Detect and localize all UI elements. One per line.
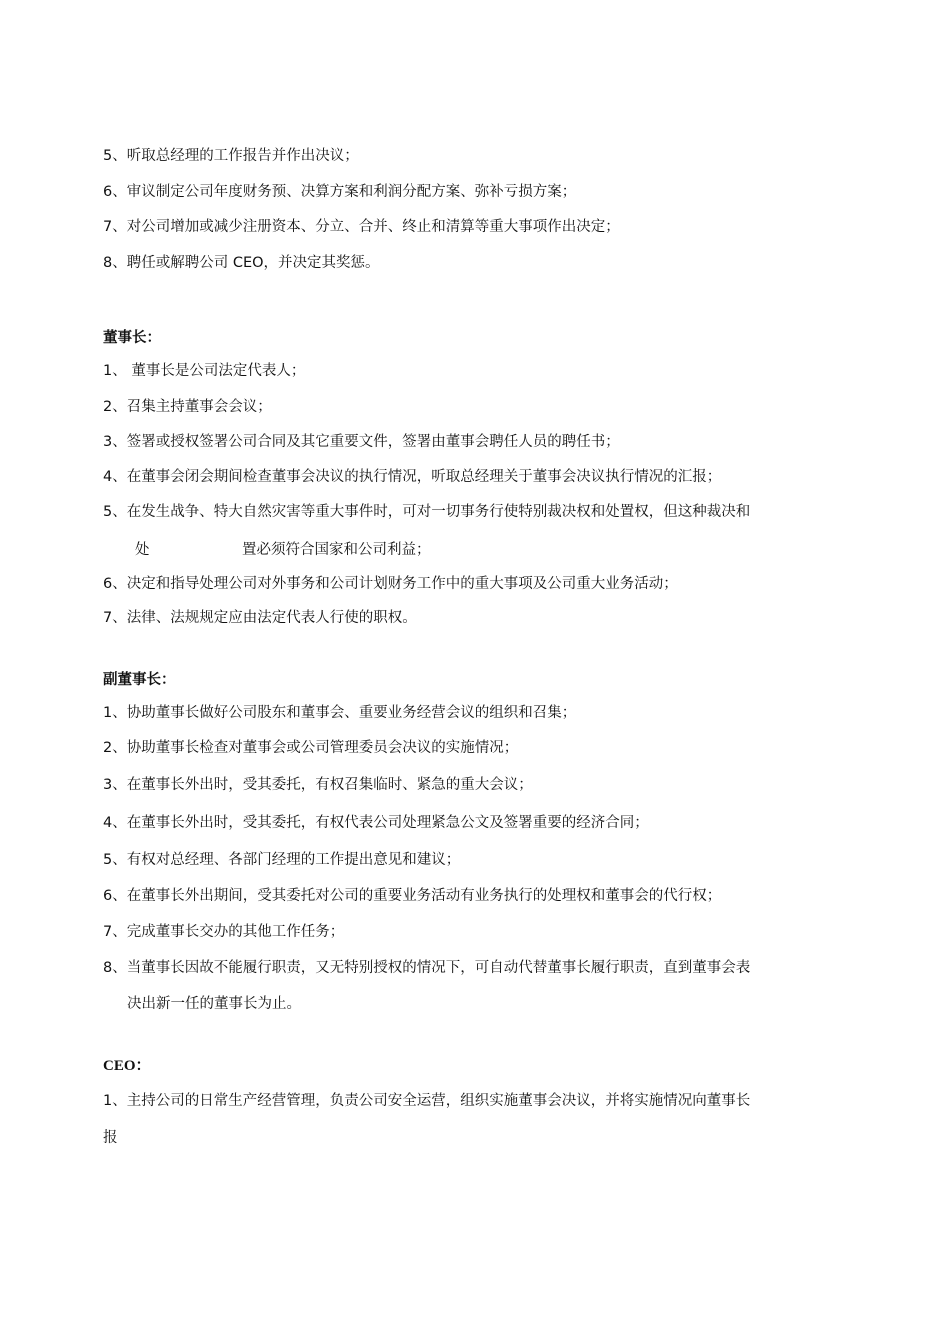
vice-chairman-heading: 副董事长：	[103, 672, 176, 688]
ceo-heading: CEO：	[103, 1058, 151, 1074]
board-item-7: 7、对公司增加或减少注册资本、分立、合并、终止和清算等重大事项作出决定；	[103, 219, 620, 235]
vice-chairman-item-6: 6、在董事长外出期间，受其委托对公司的重要业务活动有业务执行的处理权和董事会的代行权；	[103, 888, 722, 904]
vice-chairman-item-3: 3、在董事长外出时，受其委托，有权召集临时、紧急的重大会议；	[103, 777, 533, 793]
chairman-item-3: 3、签署或授权签署公司合同及其它重要文件，签署由董事会聘任人员的聘任书；	[103, 434, 620, 450]
vice-chairman-item-4: 4、在董事长外出时，受其委托，有权代表公司处理紧急公文及签署重要的经济合同；	[103, 815, 649, 831]
vice-chairman-item-5: 5、有权对总经理、各部门经理的工作提出意见和建议；	[103, 852, 461, 868]
chairman-item-1: 1、 董事长是公司法定代表人；	[103, 363, 306, 379]
vice-chairman-item-1: 1、协助董事长做好公司股东和董事会、重要业务经营会议的组织和召集；	[103, 705, 577, 721]
vice-chairman-item-8: 8、当董事长因故不能履行职责，又无特别授权的情况下，可自动代替董事长履行职责，直到董事会表	[103, 960, 751, 976]
board-item-5: 5、听取总经理的工作报告并作出决议；	[103, 148, 359, 164]
chairman-item-7: 7、法律、法规规定应由法定代表人行使的职权。	[103, 610, 417, 626]
chairman-item-4: 4、在董事会闭会期间检查董事会决议的执行情况，听取总经理关于董事会决议执行情况的汇报；	[103, 469, 722, 485]
vice-chairman-item-7: 7、完成董事长交办的其他工作任务；	[103, 924, 345, 940]
ceo-item-1-cont: 报	[103, 1130, 118, 1146]
board-item-8: 8、聘任或解聘公司 CEO，并决定其奖惩。	[103, 255, 380, 271]
board-item-6: 6、审议制定公司年度财务预、决算方案和利润分配方案、弥补亏损方案；	[103, 184, 577, 200]
chairman-item-5-cont-b: 置必须符合国家和公司利益；	[242, 542, 431, 558]
chairman-item-2: 2、召集主持董事会会议；	[103, 399, 272, 415]
vice-chairman-item-8-cont: 决出新一任的董事长为止。	[127, 996, 301, 1012]
chairman-heading: 董事长：	[103, 330, 161, 346]
vice-chairman-item-2: 2、协助董事长检查对董事会或公司管理委员会决议的实施情况；	[103, 740, 519, 756]
ceo-item-1: 1、主持公司的日常生产经营管理，负责公司安全运营，组织实施董事会决议，并将实施情况向董事长	[103, 1093, 751, 1109]
chairman-item-5-cont-a: 处	[135, 542, 150, 558]
chairman-item-5: 5、在发生战争、特大自然灾害等重大事件时，可对一切事务行使特别裁决权和处置权，但这种裁决和	[103, 504, 751, 520]
chairman-item-6: 6、决定和指导处理公司对外事务和公司计划财务工作中的重大事项及公司重大业务活动；	[103, 576, 678, 592]
